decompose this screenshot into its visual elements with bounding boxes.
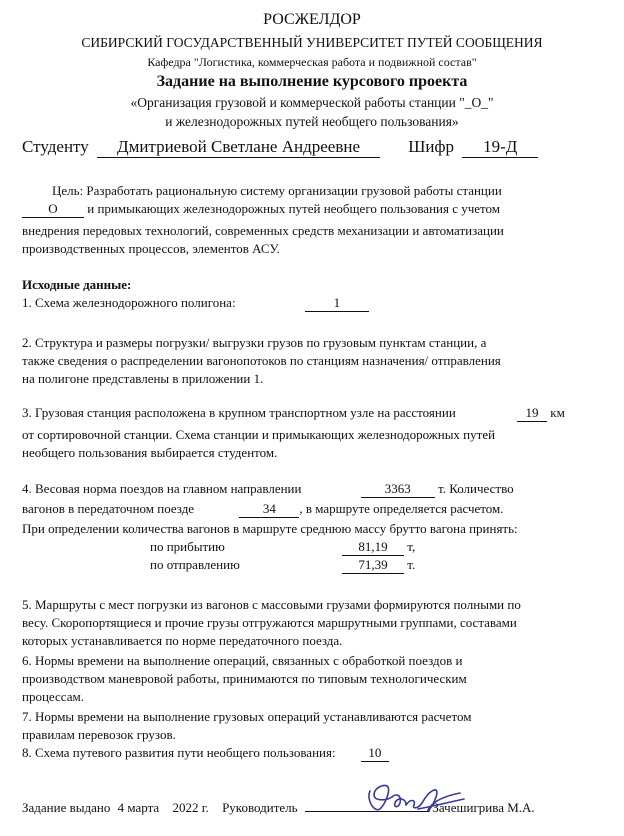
item-5-line-2: весу. Скоропортящиеся и прочие грузы отгружаются маршрутными группами, составами <box>22 615 517 630</box>
goal-station: О <box>22 201 84 218</box>
item-1 <box>22 295 369 312</box>
item-3-text: 3. Грузовая станция расположена в крупном транспортном узле на расстоянии <box>22 405 456 420</box>
item-8-value: 10 <box>361 745 389 762</box>
university-name: СИБИРСКИЙ ГОСУДАРСТВЕННЫЙ УНИВЕРСИТЕТ ПУТЕЙ СООБЩЕНИЯ <box>81 35 543 50</box>
topic-line-2: и железнодорожных путей необщего пользования» <box>165 114 459 129</box>
supervisor-name: /Зачешигрива М.А. <box>428 800 535 815</box>
item-4-line-2 <box>22 501 504 518</box>
code-label: Шифр <box>408 137 455 156</box>
supervisor-signature <box>360 779 470 821</box>
item-7-line-2: правилам перевозок грузов. <box>22 727 176 742</box>
item-6-line-1: 6. Нормы времени на выполнение операций, связанных с обработкой поездов и <box>22 653 463 668</box>
arrival-unit: т, <box>407 539 416 554</box>
issued-label: Задание выдано <box>22 800 111 815</box>
item-3-line-3: необщего пользования выбирается студентом. <box>22 445 278 460</box>
item-1-value: 1 <box>305 295 369 312</box>
item-2-line-1: 2. Структура и размеры погрузки/ выгрузки грузов по грузовым пунктам станции, а <box>22 335 487 350</box>
item-4-text-c: вагонов в передаточном поезде <box>22 501 195 516</box>
goal-line-2-text: и примыкающих железнодорожных путей необщего пользования с учетом <box>87 201 501 216</box>
item-6-line-3: процессам. <box>22 689 84 704</box>
org-title: РОСЖЕЛДОР <box>263 11 361 28</box>
item-4-line-3: При определении количества вагонов в маршруте среднюю массу брутто вагона принять: <box>22 521 518 536</box>
student-row <box>22 137 538 158</box>
item-4-weight: 3363 <box>361 481 435 498</box>
student-name: Дмитриевой Светлане Андреевне <box>97 137 380 158</box>
student-code: 19-Д <box>462 137 538 158</box>
item-7-line-1: 7. Нормы времени на выполнение грузовых операций устанавливаются расчетом <box>22 709 472 724</box>
item-3-distance: 19 <box>517 405 547 422</box>
supervisor-label: Руководитель <box>222 800 298 815</box>
item-4-wagons: 34 <box>239 501 299 518</box>
item-4-line-1 <box>22 481 514 498</box>
departure-unit: т. <box>407 557 416 572</box>
document-title: Задание на выполнение курсового проекта <box>156 73 468 90</box>
item-1-label: 1. Схема железнодорожного полигона: <box>22 295 236 310</box>
departure-row <box>342 557 415 574</box>
item-2-line-3: на полигоне представлены в приложении 1. <box>22 371 264 386</box>
item-4-text-a: 4. Весовая норма поездов на главном направлении <box>22 481 302 496</box>
goal-line-1: Цель: Разработать рациональную систему организации грузовой работы станции <box>52 183 502 198</box>
issued-year: 2022 г. <box>172 800 209 815</box>
item-5-line-3: которых устанавливается по норме передаточного поезда. <box>22 633 343 648</box>
item-3-unit: км <box>550 405 565 420</box>
item-8-label: 8. Схема путевого развития пути необщего пользования: <box>22 745 336 760</box>
student-label: Студенту <box>22 137 89 156</box>
item-3-line-1 <box>22 405 565 422</box>
goal-line-2 <box>22 201 500 218</box>
item-3-line-2: от сортировочной станции. Схема станции и примыкающих железнодорожных путей <box>22 427 496 442</box>
item-5-line-1: 5. Маршруты с мест погрузки из вагонов с массовыми грузами формируются полными по <box>22 597 521 612</box>
item-4-text-b: т. Количество <box>437 481 514 496</box>
initial-data-heading: Исходные данные: <box>22 277 132 292</box>
topic-line-1: «Организация грузовой и коммерческой работы станции "_О_" <box>130 95 494 110</box>
item-8 <box>22 745 389 762</box>
department-name: Кафедра "Логистика, коммерческая работа и подвижной состав" <box>147 55 477 69</box>
item-6-line-2: производством маневровой работы, принимаются по типовым технологическим <box>22 671 467 686</box>
departure-label: по отправлению <box>150 557 240 572</box>
arrival-mass: 81,19 <box>342 539 404 556</box>
item-2-line-2: также сведения о распределении вагонопотоков по станциям назначения/ отправления <box>22 353 501 368</box>
item-4-text-d: , в маршруте определяется расчетом. <box>299 501 504 516</box>
arrival-label: по прибытию <box>150 539 225 554</box>
goal-line-3: внедрения передовых технологий, современных средств механизации и автоматизации <box>22 223 504 238</box>
arrival-row <box>342 539 415 556</box>
departure-mass: 71,39 <box>342 557 404 574</box>
goal-line-4: производственных процессов, элементов АСУ. <box>22 241 280 256</box>
issued-day: 4 марта <box>117 800 160 815</box>
